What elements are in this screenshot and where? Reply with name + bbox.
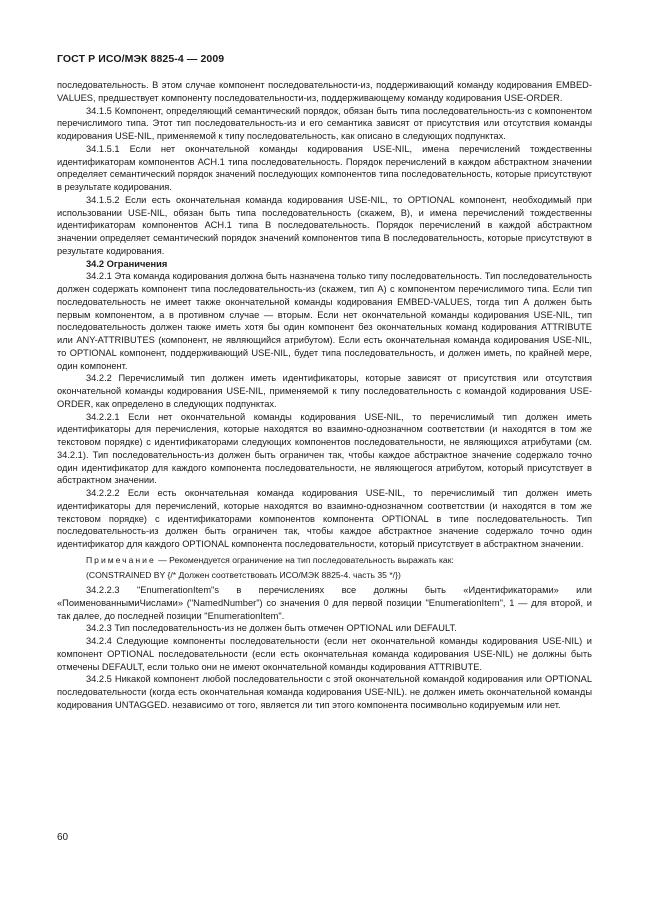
paragraph-34-2-2: 34.2.2 Перечислимый тип должен иметь идентификаторы, которые зависят от присутствия или отсутствия окончательной команды кодирования USE-NIL, применяемой к типу последовательность с командой кодирования USE-ORDER, как определено в следующих подпунктах.: [57, 373, 592, 409]
paragraph-34-2-3: 34.2.3 Тип последовательность-из не должен быть отмечен OPTIONAL или DEFAULT.: [86, 623, 457, 634]
paragraph-continuation: последовательность. В этом случае компонент последовательности-из, поддерживающий команду кодирования EMBED-VALUES, предшествует компоненту последовательности-из, поддерживающему команду кодирования USE-ORDER.: [57, 80, 592, 103]
page-number: 60: [57, 832, 69, 843]
paragraph-34-2-2-2: 34.2.2.2 Если есть окончательная команда кодирования USE-NIL, то перечислимый тип должен иметь идентификаторы для перечислений, которые находятся во взаимно-однозначном соответствии (и находятся в том же текстовом порядке) с идентификаторами компонентов компонента OPTIONAL в типе последовательность. Тип последовательность-из должен быть ограничен так, чтобы каждое абстрактное значение содержало точно один идентификатор для каждого OPTIONAL компонента последовательности, который присутствует в абстрактном значении.: [57, 488, 592, 549]
note-code: (CONSTRAINED BY {/* Должен соответствовать ИСО/МЭК 8825-4. часть 35 */}): [86, 569, 401, 580]
paragraph-34-1-5-2: 34.1.5.2 Если есть окончательная команда кодирования USE-NIL, то OPTIONAL компонент, необходимый при использовании USE-NIL, обязан быть типа последовательность (скажем, В), и имена перечислений тождественны идентификаторам компонентов АСН.1 типа В последовательность. Порядок перечислений в каждой абстрактном значении определяет семантический порядок значений компонентов типа В последовательность, которые присутствуют в результате кодирования.: [57, 194, 592, 256]
paragraph-34-1-5-1: 34.1.5.1 Если нет окончательной команды кодирования USE-NIL, имена перечислений тождественны идентификаторам компонентов АСН.1 типа последовательность. Порядок перечислений в каждом абстрактном значении определяет семантический порядок значений последующих компонентов типа последовательность, которые присутствуют в результате кодирования.: [57, 143, 592, 192]
paragraph-34-1-5: 34.1.5 Компонент, определяющий семантический порядок, обязан быть типа последовательность-из с компонентом перечислимого типа. Этот тип последовательность-из и его семантика зависят от присутствия или отсутствия команды кодирования USE-NIL, применяемой к типу последовательность, как описано в следующих подпунктах.: [57, 105, 592, 141]
paragraph-34-2-2-1: 34.2.2.1 Если нет окончательной команды кодирования USE-NIL, то перечислимый тип должен иметь идентификаторы для перечисления, которые находятся во взаимно-однозначном соответствии (и находятся в том же текстовом порядке) с идентификаторами следующих компонентов последовательности, не являющихся атрибутами (см. 34.2.1). Тип последовательность-из должен быть ограничен так, чтобы каждое абстрактное значение содержало точно один идентификатор для каждого компонента последовательности, не являющегося атрибутом, который присутствует в абстрактном значении.: [57, 411, 592, 486]
section-heading-34-2: 34.2 Ограничения: [86, 258, 168, 269]
paragraph-34-2-5: 34.2.5 Никакой компонент любой последовательности с этой окончательной командой кодирования или OPTIONAL последовательности (когда есть окончательная команда кодирования USE-NIL). не должен иметь окончательной команды кодирования UNTAGGED. независимо от того, является ли тип этого компонента посимвольно кодируемым или нет.: [57, 674, 592, 710]
paragraph-34-2-1: 34.2.1 Эта команда кодирования должна быть назначена только типу последовательность. Тип последовательность должен содержать компонент типа последовательность-из (скажем, тип А) с компонентом перечислимого типа. Если тип последовательность не имеет также окончательной команды кодирования EMBED-VALUES, тогда тип А должен быть первым компонентом, а в противном случае — вторым. Если нет окончательной команды кодирования USE-NIL, тип последовательность должен также иметь хотя бы один компонент без окончательных команд кодирования ATTRIBUTE или ANY-ATTRIBUTES (компонент, не являющийся атрибутом). Если есть окончательная команда кодирования USE-NIL, то OPTIONAL компонент, поддерживающий USE-NIL, будет типа последовательность, и должен иметь, по крайней мере, один компонент.: [57, 271, 592, 371]
note: [57, 554, 592, 566]
paragraph-34-2-4: 34.2.4 Следующие компоненты последовательности (если нет окончательной команды кодирования USE-NIL) и компонент OPTIONAL последовательности (если есть окончательная команда кодирования USE-NIL) не должны быть отмечены DEFAULT, если только они не имеют окончательной команды кодирования ATTRIBUTE.: [57, 636, 592, 672]
note-text: — Рекомендуется ограничение на тип последовательность выражать как:: [155, 554, 454, 565]
note-label: Примечание: [86, 554, 156, 565]
document-body: [57, 79, 592, 712]
standard-header: ГОСТ Р ИСО/МЭК 8825-4 — 2009: [57, 53, 225, 65]
paragraph-34-2-2-3: 34.2.2.3 "EnumerationItem"s в перечислениях все должны быть «Идентификаторами» или «ПоименованнымиЧислами» ("NamedNumber") со значения 0 для первой позиции "EnumerationItem", 1 — для второй, и так далее, до последней позиции "EnumerationItem".: [57, 585, 592, 621]
